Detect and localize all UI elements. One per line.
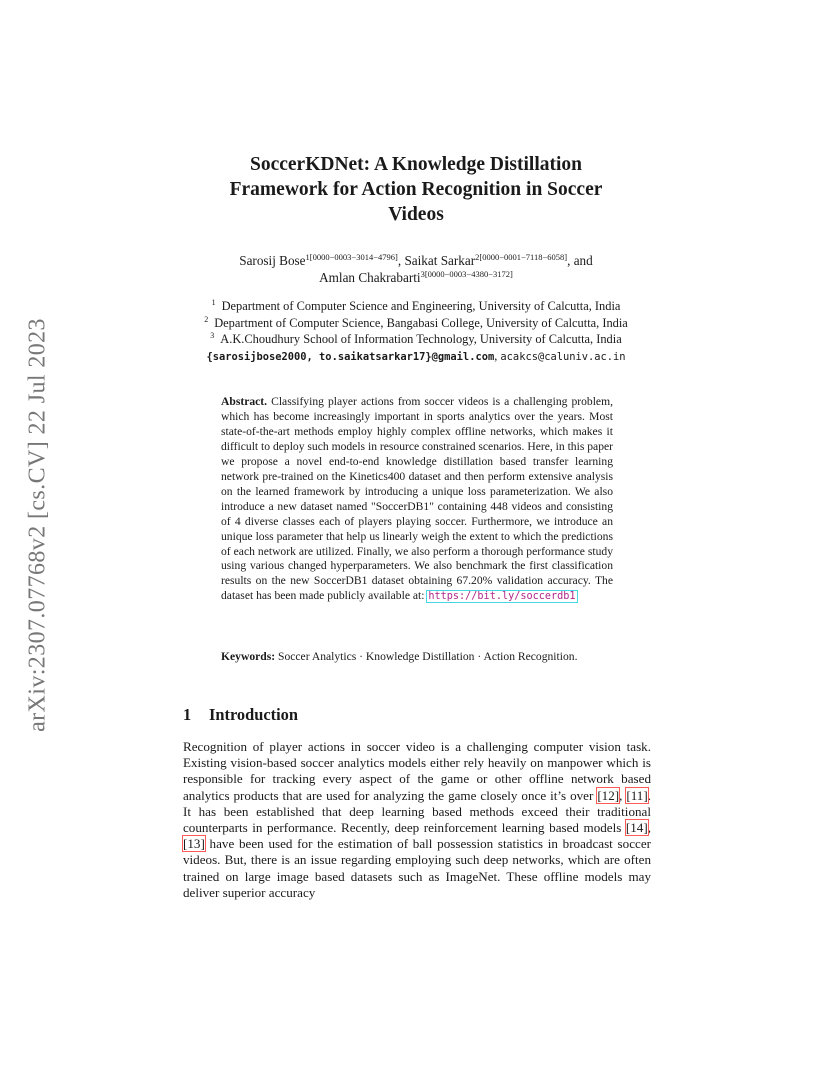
keywords-label: Keywords: — [221, 650, 276, 663]
author-conjunction: , and — [567, 253, 593, 268]
title-line-1: SoccerKDNet: A Knowledge Distillation — [249, 154, 582, 175]
author-orcid: 1[0000−0003−3014−4796] — [305, 252, 398, 262]
affiliation-1: $^1$ Department of Computer Science and Engineering, University of Calcutta, India — [211, 298, 621, 313]
abstract-label: Abstract. — [221, 395, 268, 408]
keywords-text: Soccer Analytics · Knowledge Distillation · Action Recognition. — [278, 650, 578, 663]
author-name: Amlan Chakrabarti — [319, 270, 421, 285]
title-line-2: Framework for Action Recognition in Soccer — [229, 179, 603, 200]
citation-link[interactable]: [12] — [597, 787, 620, 803]
keywords — [221, 649, 613, 664]
abstract — [221, 395, 613, 605]
paper-title — [183, 152, 649, 227]
title-line-3: Videos — [388, 204, 444, 225]
citation-link[interactable]: [14] — [625, 820, 648, 836]
author-emails: {sarosijbose2000, to.saikatsarkar17}@gmail.com, acakcs@caluniv.ac.in — [206, 348, 626, 363]
author-line-1: Sarosij Bose$^{1[0000-0003-3014-4796]}$, Saikat Sarkar$^{2[0000-0001-7118-6058]}$, and — [239, 252, 593, 268]
author-name: Sarosij Bose — [239, 253, 306, 268]
abstract-text: Classifying player actions from soccer videos is a challenging problem, which has become increasingly important in sports analytics over the years. Most state-of-the-art methods employ highly complex offline networks, which makes it difficult to deploy such models in resource constrained scenarios. Here, in this paper we propose a novel end-to-end knowledge distillation based transfer learning network pre-trained on the Kinetics400 dataset and then perform extensive analysis on the learned framework by introducing a unique loss parameterization. We also introduce a new dataset named "SoccerDB1" containing 448 videos and consisting of 4 diverse classes each of players playing soccer. Furthermore, we introduce an unique loss parameter that help us linearly weigh the extent to which the predictions of each network are utilized. Finally, we also perform a thorough performance study using various changed hyperparameters. We also benchmark the first classification results on the new SoccerDB1 dataset obtaining 67.20% validation accuracy. The dataset has been made publicly available at: — [221, 395, 613, 603]
section-number: 1 — [183, 705, 192, 724]
citation-link[interactable]: [13] — [183, 836, 205, 852]
dataset-link[interactable]: https://bit.ly/soccerdb1 — [428, 591, 576, 603]
author-list — [183, 252, 649, 286]
author-line-2 — [183, 269, 649, 286]
affiliations — [170, 298, 662, 365]
citation-link[interactable]: [11] — [626, 787, 648, 803]
section-title: Introduction — [209, 705, 298, 724]
arxiv-identifier: arXiv:2307.07768v2 [cs.CV] 22 Jul 2023 — [24, 318, 51, 732]
author-name: Saikat Sarkar — [404, 253, 476, 268]
affiliation-2: $^2$ Department of Computer Science, Bangabasi College, University of Calcutta, India — [204, 314, 628, 330]
introduction-paragraph: Recognition of player actions in soccer video is a challenging computer vision task. Existing vision-based soccer analytics models either rely heavily on manpower which is responsible for tracking every aspect of the game or other offline network based analytics products that are used for analyzing the game closely once it’s over [12], [11]. It has been established that deep learning based methods exceed their traditional counterparts in performance. Recently, deep reinforcement learning based models [14], [13] have been used for the estimation of ball possession statistics in broadcast soccer videos. But, there is an issue regarding employing such deep networks, which are often trained on large image based datasets such as ImageNet. These offline models may deliver superior accuracy — [183, 739, 651, 900]
author-orcid: 3[0000−0003−4380−3172] — [420, 269, 513, 279]
affiliation-3: $^3$ A.K.Choudhury School of Information Technology, University of Calcutta, India — [210, 331, 622, 346]
section-heading-introduction — [183, 705, 298, 725]
author-orcid: 2[0000−0001−7118−6058] — [475, 252, 568, 262]
